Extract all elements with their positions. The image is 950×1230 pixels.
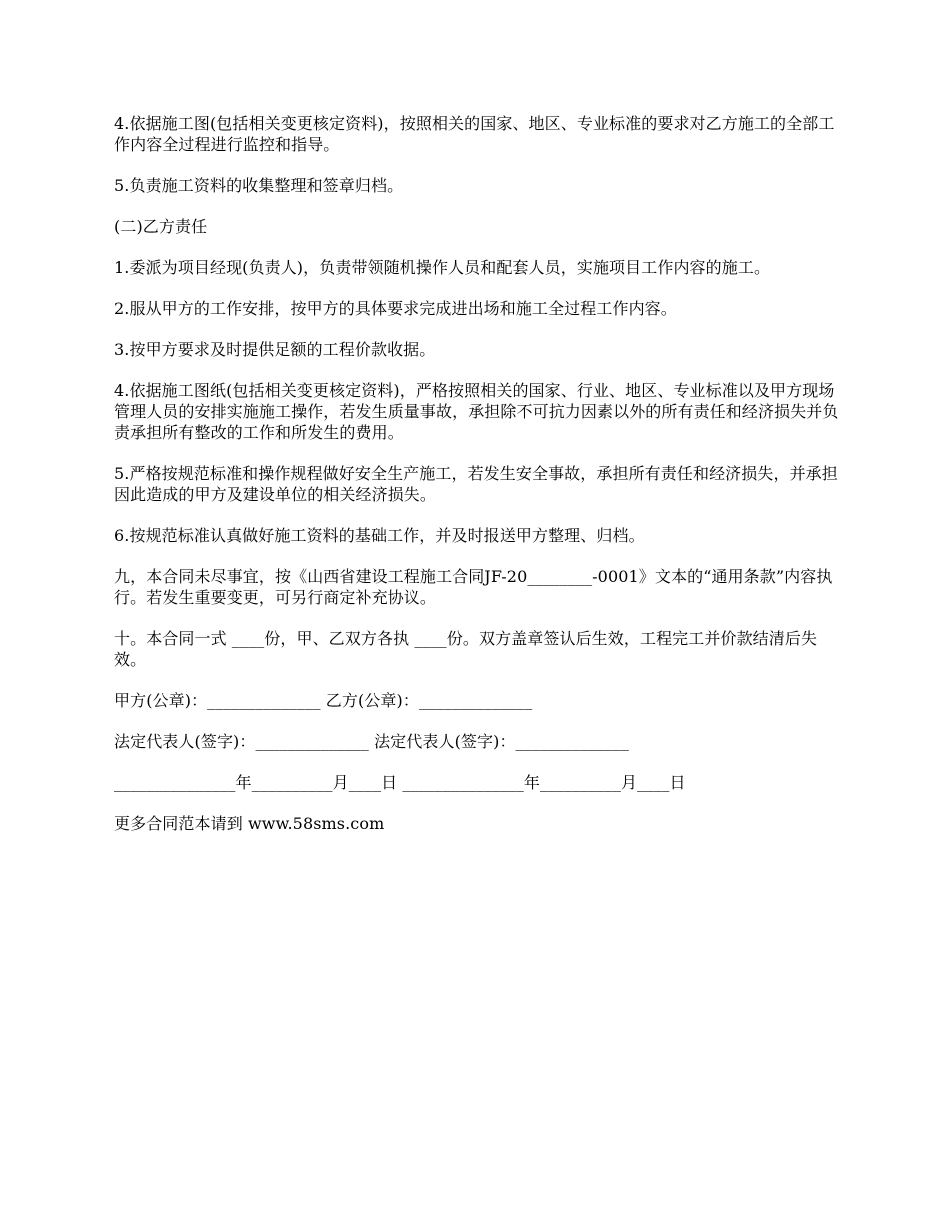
clause-paragraph: 4.依据施工图(包括相关变更核定资料)，按照相关的国家、地区、专业标准的要求对乙方施工的全部工作内容全过程进行监控和指导。 bbox=[114, 114, 835, 154]
footer-note: 更多合同范本请到 www.58sms.com bbox=[114, 814, 385, 833]
date-line: _______________年__________月____日 _______________年__________月____日 bbox=[114, 773, 686, 792]
clause-paragraph: 5.负责施工资料的收集整理和签章归档。 bbox=[114, 176, 404, 195]
seal-line: 甲方(公章)：______________ 乙方(公章)：______________ bbox=[114, 691, 533, 710]
article-ten: 十。本合同一式 ____份，甲、乙双方各执 ____份。双方盖章签认后生效，工程完工并价款结清后失效。 bbox=[114, 629, 818, 669]
clause-paragraph: 6.按规范标准认真做好施工资料的基础工作，并及时报送甲方整理、归档。 bbox=[114, 526, 645, 545]
clause-paragraph: 3.按甲方要求及时提供足额的工程价款收据。 bbox=[114, 340, 436, 359]
document-page bbox=[114, 113, 839, 854]
section-heading: (二)乙方责任 bbox=[114, 217, 208, 236]
signature-line: 法定代表人(签字)：______________ 法定代表人(签字)：______________ bbox=[114, 732, 629, 751]
clause-paragraph: 2.服从甲方的工作安排，按甲方的具体要求完成进出场和施工全过程工作内容。 bbox=[114, 299, 677, 318]
clause-paragraph: 5.严格按规范标准和操作规程做好安全生产施工，若发生安全事故，承担所有责任和经济损失，并承担因此造成的甲方及建设单位的相关经济损失。 bbox=[114, 464, 838, 504]
article-nine: 九，本合同未尽事宜，按《山西省建设工程施工合同JF-20________-0001》文本的“通用条款”内容执行。若发生重要变更，可另行商定补充协议。 bbox=[114, 567, 833, 607]
clause-paragraph: 1.委派为项目经现(负责人)，负责带领随机操作人员和配套人员，实施项目工作内容的施工。 bbox=[114, 258, 771, 277]
clause-paragraph: 4.依据施工图纸(包括相关变更核定资料)，严格按照相关的国家、行业、地区、专业标准以及甲方现场管理人员的安排实施施工操作，若发生质量事故，承担除不可抗力因素以外的所有责任和经济损失并负责承担所有整改的工作和所发生的费用。 bbox=[114, 381, 839, 442]
